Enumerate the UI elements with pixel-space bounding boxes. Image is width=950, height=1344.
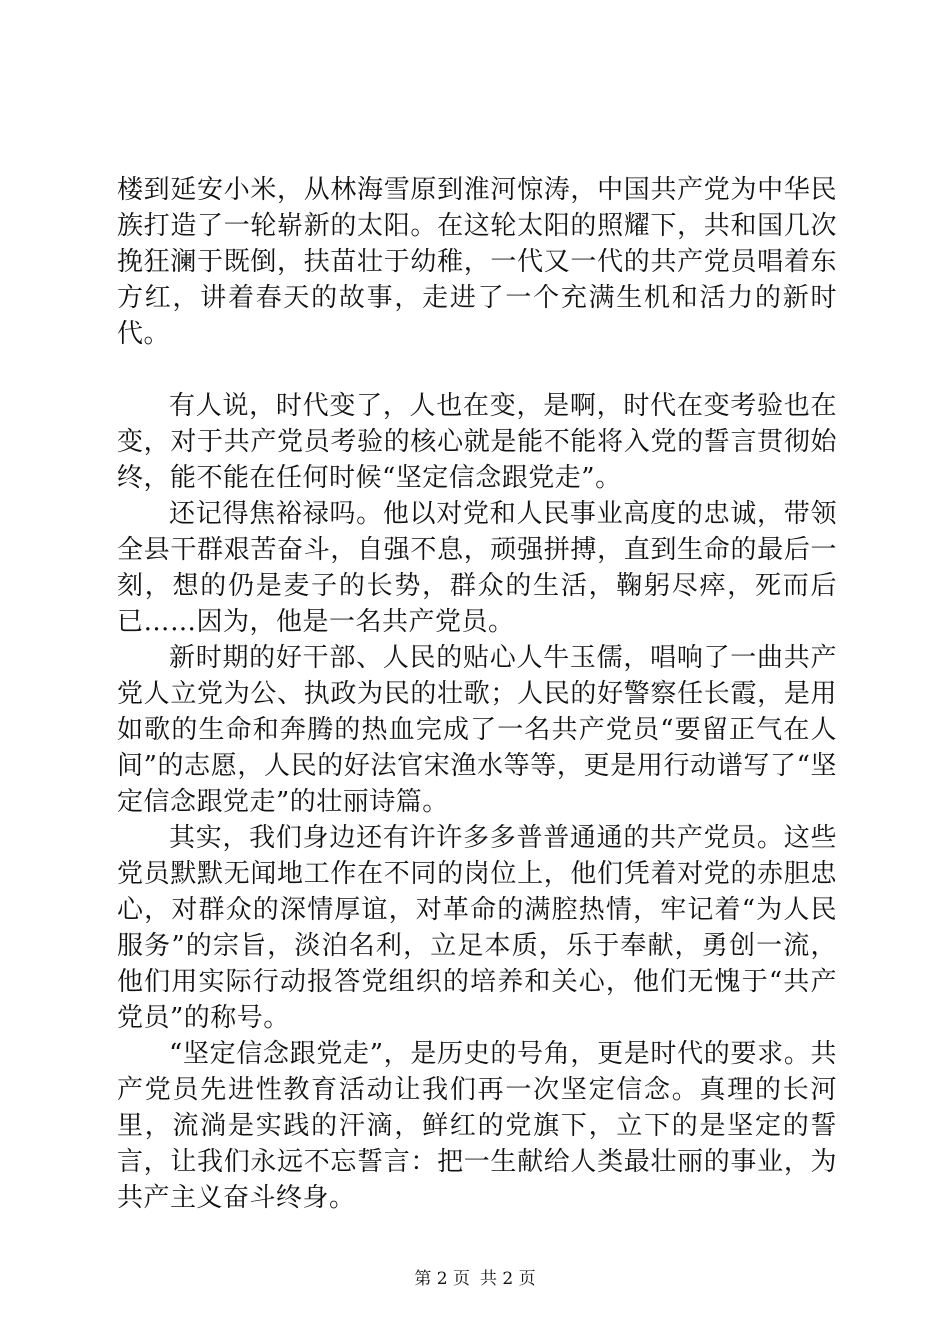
paragraph-ordinary-members: 其实，我们身边还有许许多多普普通通的共产党员。这些党员默默无闻地工作在不同的岗位上，他们凭着对党的赤胆忠心，对群众的深情厚谊，对革命的满腔热情，牢记着“为人民服务”的宗旨，淡泊名利，立足本质，乐于奉献，勇创一流，他们用实际行动报答党组织的培养和关心，他们无愧于“共产党员”的称号。 — [117, 823, 837, 1033]
page-footer — [0, 1264, 950, 1289]
paragraph-test-of-times: 有人说，时代变了，人也在变，是啊，时代在变考验也在变，对于共产党员考验的核心就是能不能将入党的誓言贯彻始终，能不能在任何时候“坚定信念跟党走”。 — [117, 391, 837, 493]
paragraph-continuation: 楼到延安小米，从林海雪原到淮河惊涛，中国共产党为中华民族打造了一轮崭新的太阳。在这轮太阳的照耀下，共和国几次挽狂澜于既倒，扶苗壮于幼稚，一代又一代的共产党员唱着东方红，讲着春天的故事，走进了一个充满生机和活力的新时代。 — [117, 175, 837, 349]
page-number-current: 第 2 页 — [414, 1269, 470, 1289]
page-number-total: 共 2 页 — [480, 1269, 536, 1289]
paragraph-conclusion: “坚定信念跟党走”，是历史的号角，更是时代的要求。共产党员先进性教育活动让我们再一次坚定信念。真理的长河里，流淌是实践的汗滴，鲜红的党旗下，立下的是坚定的誓言，让我们永远不忘誓言：把一生献给人类最壮丽的事业，为共产主义奋斗终身。 — [117, 1039, 837, 1213]
paragraph-jiao-yulu: 还记得焦裕禄吗。他以对党和人民事业高度的忠诚，带领全县干群艰苦奋斗，自强不息，顽强拼搏，直到生命的最后一刻，想的仍是麦子的长势，群众的生活，鞠躬尽瘁，死而后已……因为，他是一名共产党员。 — [117, 499, 837, 637]
paragraph-new-era-cadres: 新时期的好干部、人民的贴心人牛玉儒，唱响了一曲共产党人立党为公、执政为民的壮歌；人民的好警察任长霞，是用如歌的生命和奔腾的热血完成了一名共产党员“要留正气在人间”的志愿，人民的好法官宋渔水等等，更是用行动谱写了“坚定信念跟党走”的壮丽诗篇。 — [117, 643, 837, 817]
document-body — [117, 172, 837, 1216]
